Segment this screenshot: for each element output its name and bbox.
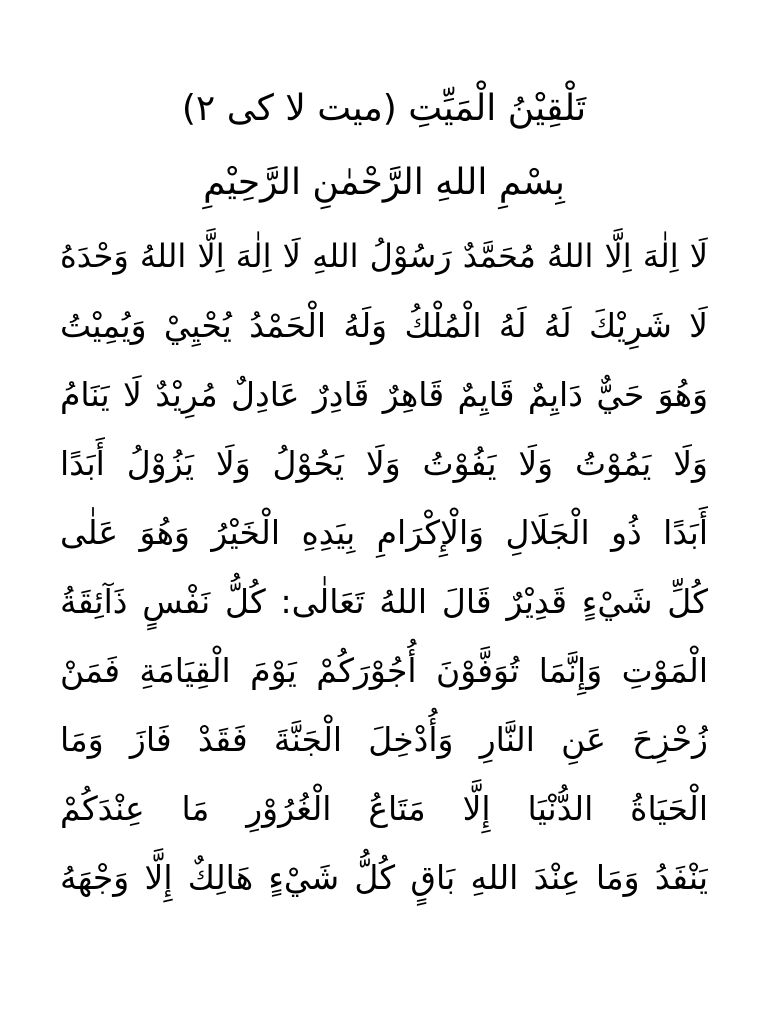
document-title: تَلْقِيْنُ الْمَيِّتِ (ميت لا کی ۲) bbox=[181, 88, 587, 129]
text-line: وَهُوَ حَيٌّ دَايِمٌ قَايِمٌ قَاهِرٌ قَادِرٌ عَادِلٌ مُرِيْدٌ لَا يَنَامُ bbox=[60, 375, 708, 414]
text-line: كُلِّ شَيْءٍ قَدِيْرٌ قَالَ اللهُ تَعَالٰى: كُلُّ نَفْسٍ ذَآئِقَةُ bbox=[60, 582, 708, 621]
text-line: لَا اِلٰهَ اِلَّا اللهُ مُحَمَّدٌ رَسُوْلُ اللهِ لَا اِلٰهَ اِلَّا اللهُ وَحْدَهُ bbox=[60, 237, 708, 275]
basmala-heading: بِسْمِ اللهِ الرَّحْمٰنِ الرَّحِيْمِ bbox=[203, 162, 565, 203]
text-line: الْحَيَاةُ الدُّنْيَا إِلَّا مَتَاعُ الْغُرُوْرِ مَا عِنْدَكُمْ bbox=[60, 789, 708, 828]
text-line: زُحْزِحَ عَنِ النَّارِ وَأُدْخِلَ الْجَنَّةَ فَقَدْ فَازَ وَمَا bbox=[60, 720, 708, 759]
text-line: لَا شَرِيْكَ لَهُ لَهُ الْمُلْكُ وَلَهُ الْحَمْدُ يُحْيِيْ وَيُمِيْتُ bbox=[60, 306, 708, 345]
text-line: أَبَدًا ذُو الْجَلَالِ وَالْإِكْرَامِ بِيَدِهِ الْخَيْرُ وَهُوَ عَلٰى bbox=[60, 513, 708, 552]
text-line: الْمَوْتِ وَإِنَّمَا تُوَفَّوْنَ أُجُوْرَكُمْ يَوْمَ الْقِيَامَةِ فَمَنْ bbox=[60, 651, 708, 690]
text-body bbox=[60, 222, 708, 912]
text-line: وَلَا يَمُوْتُ وَلَا يَفُوْتُ وَلَا يَحُوْلُ وَلَا يَزُوْلُ أَبَدًا bbox=[60, 444, 708, 483]
text-line: يَنْفَدُ وَمَا عِنْدَ اللهِ بَاقٍ كُلُّ شَيْءٍ هَالِكٌ إِلَّا وَجْهَهُ bbox=[60, 858, 708, 897]
